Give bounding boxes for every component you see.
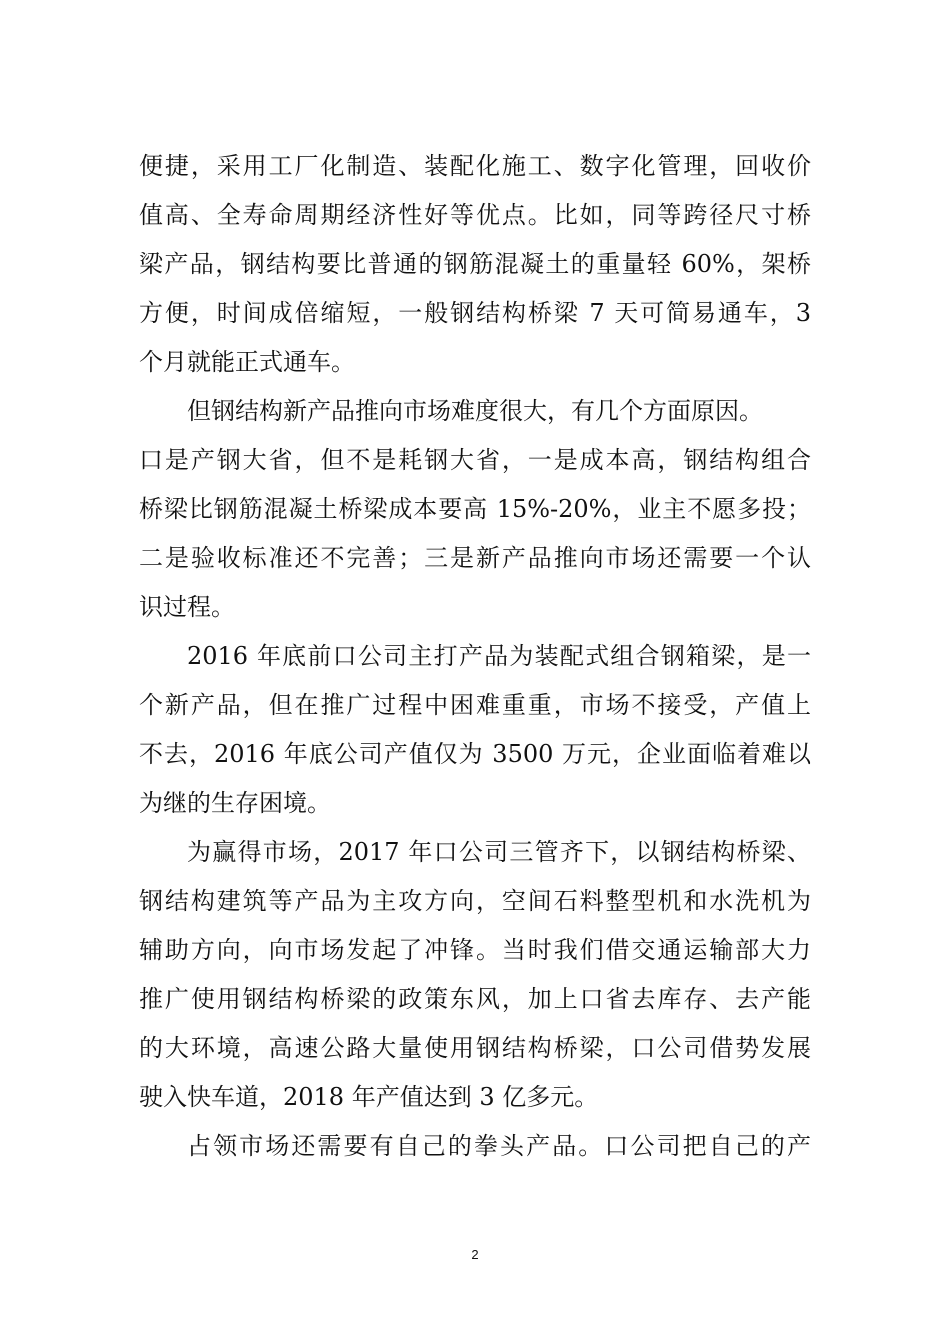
text-line: 推广使用钢结构桥梁的政策东风，加上口省去库存、去产能 bbox=[139, 985, 811, 1013]
paragraph-start-line: 但钢结构新产品推向市场难度很大，有几个方面原因。 bbox=[187, 397, 763, 425]
text-line: 个月就能正式通车。 bbox=[139, 348, 355, 376]
text-line: 钢结构建筑等产品为主攻方向，空间石料整型机和水洗机为 bbox=[139, 887, 811, 915]
page-number: 2 bbox=[471, 1247, 479, 1262]
text-line: 二是验收标准还不完善；三是新产品推向市场还需要一个认 bbox=[139, 544, 811, 572]
text-line: 口是产钢大省，但不是耗钢大省，一是成本高，钢结构组合 bbox=[139, 446, 811, 474]
paragraph-start-line: 为赢得市场，2017 年口公司三管齐下，以钢结构桥梁、 bbox=[187, 838, 811, 866]
text-line: 个新产品，但在推广过程中困难重重，市场不接受，产值上 bbox=[139, 691, 811, 719]
text-line: 值高、全寿命周期经济性好等优点。比如，同等跨径尺寸桥 bbox=[139, 201, 811, 229]
text-line: 便捷，采用工厂化制造、装配化施工、数字化管理，回收价 bbox=[139, 152, 811, 180]
text-line: 方便，时间成倍缩短，一般钢结构桥梁 7 天可简易通车，3 bbox=[139, 299, 811, 327]
text-line: 梁产品，钢结构要比普通的钢筋混凝土的重量轻 60%，架桥 bbox=[139, 250, 811, 278]
text-line: 为继的生存困境。 bbox=[139, 789, 331, 817]
paragraph-start-line: 2016 年底前口公司主打产品为装配式组合钢箱梁，是一 bbox=[187, 642, 811, 670]
text-line: 桥梁比钢筋混凝土桥梁成本要高 15%-20%，业主不愿多投； bbox=[139, 495, 811, 523]
text-line: 驶入快车道，2018 年产值达到 3 亿多元。 bbox=[139, 1083, 599, 1111]
paragraph-start-line: 占领市场还需要有自己的拳头产品。口公司把自己的产 bbox=[187, 1132, 811, 1160]
text-line: 识过程。 bbox=[139, 593, 235, 621]
text-line: 辅助方向，向市场发起了冲锋。当时我们借交通运输部大力 bbox=[139, 936, 811, 964]
text-line: 的大环境，高速公路大量使用钢结构桥梁，口公司借势发展 bbox=[139, 1034, 811, 1062]
text-line: 不去，2016 年底公司产值仅为 3500 万元，企业面临着难以 bbox=[139, 740, 811, 768]
